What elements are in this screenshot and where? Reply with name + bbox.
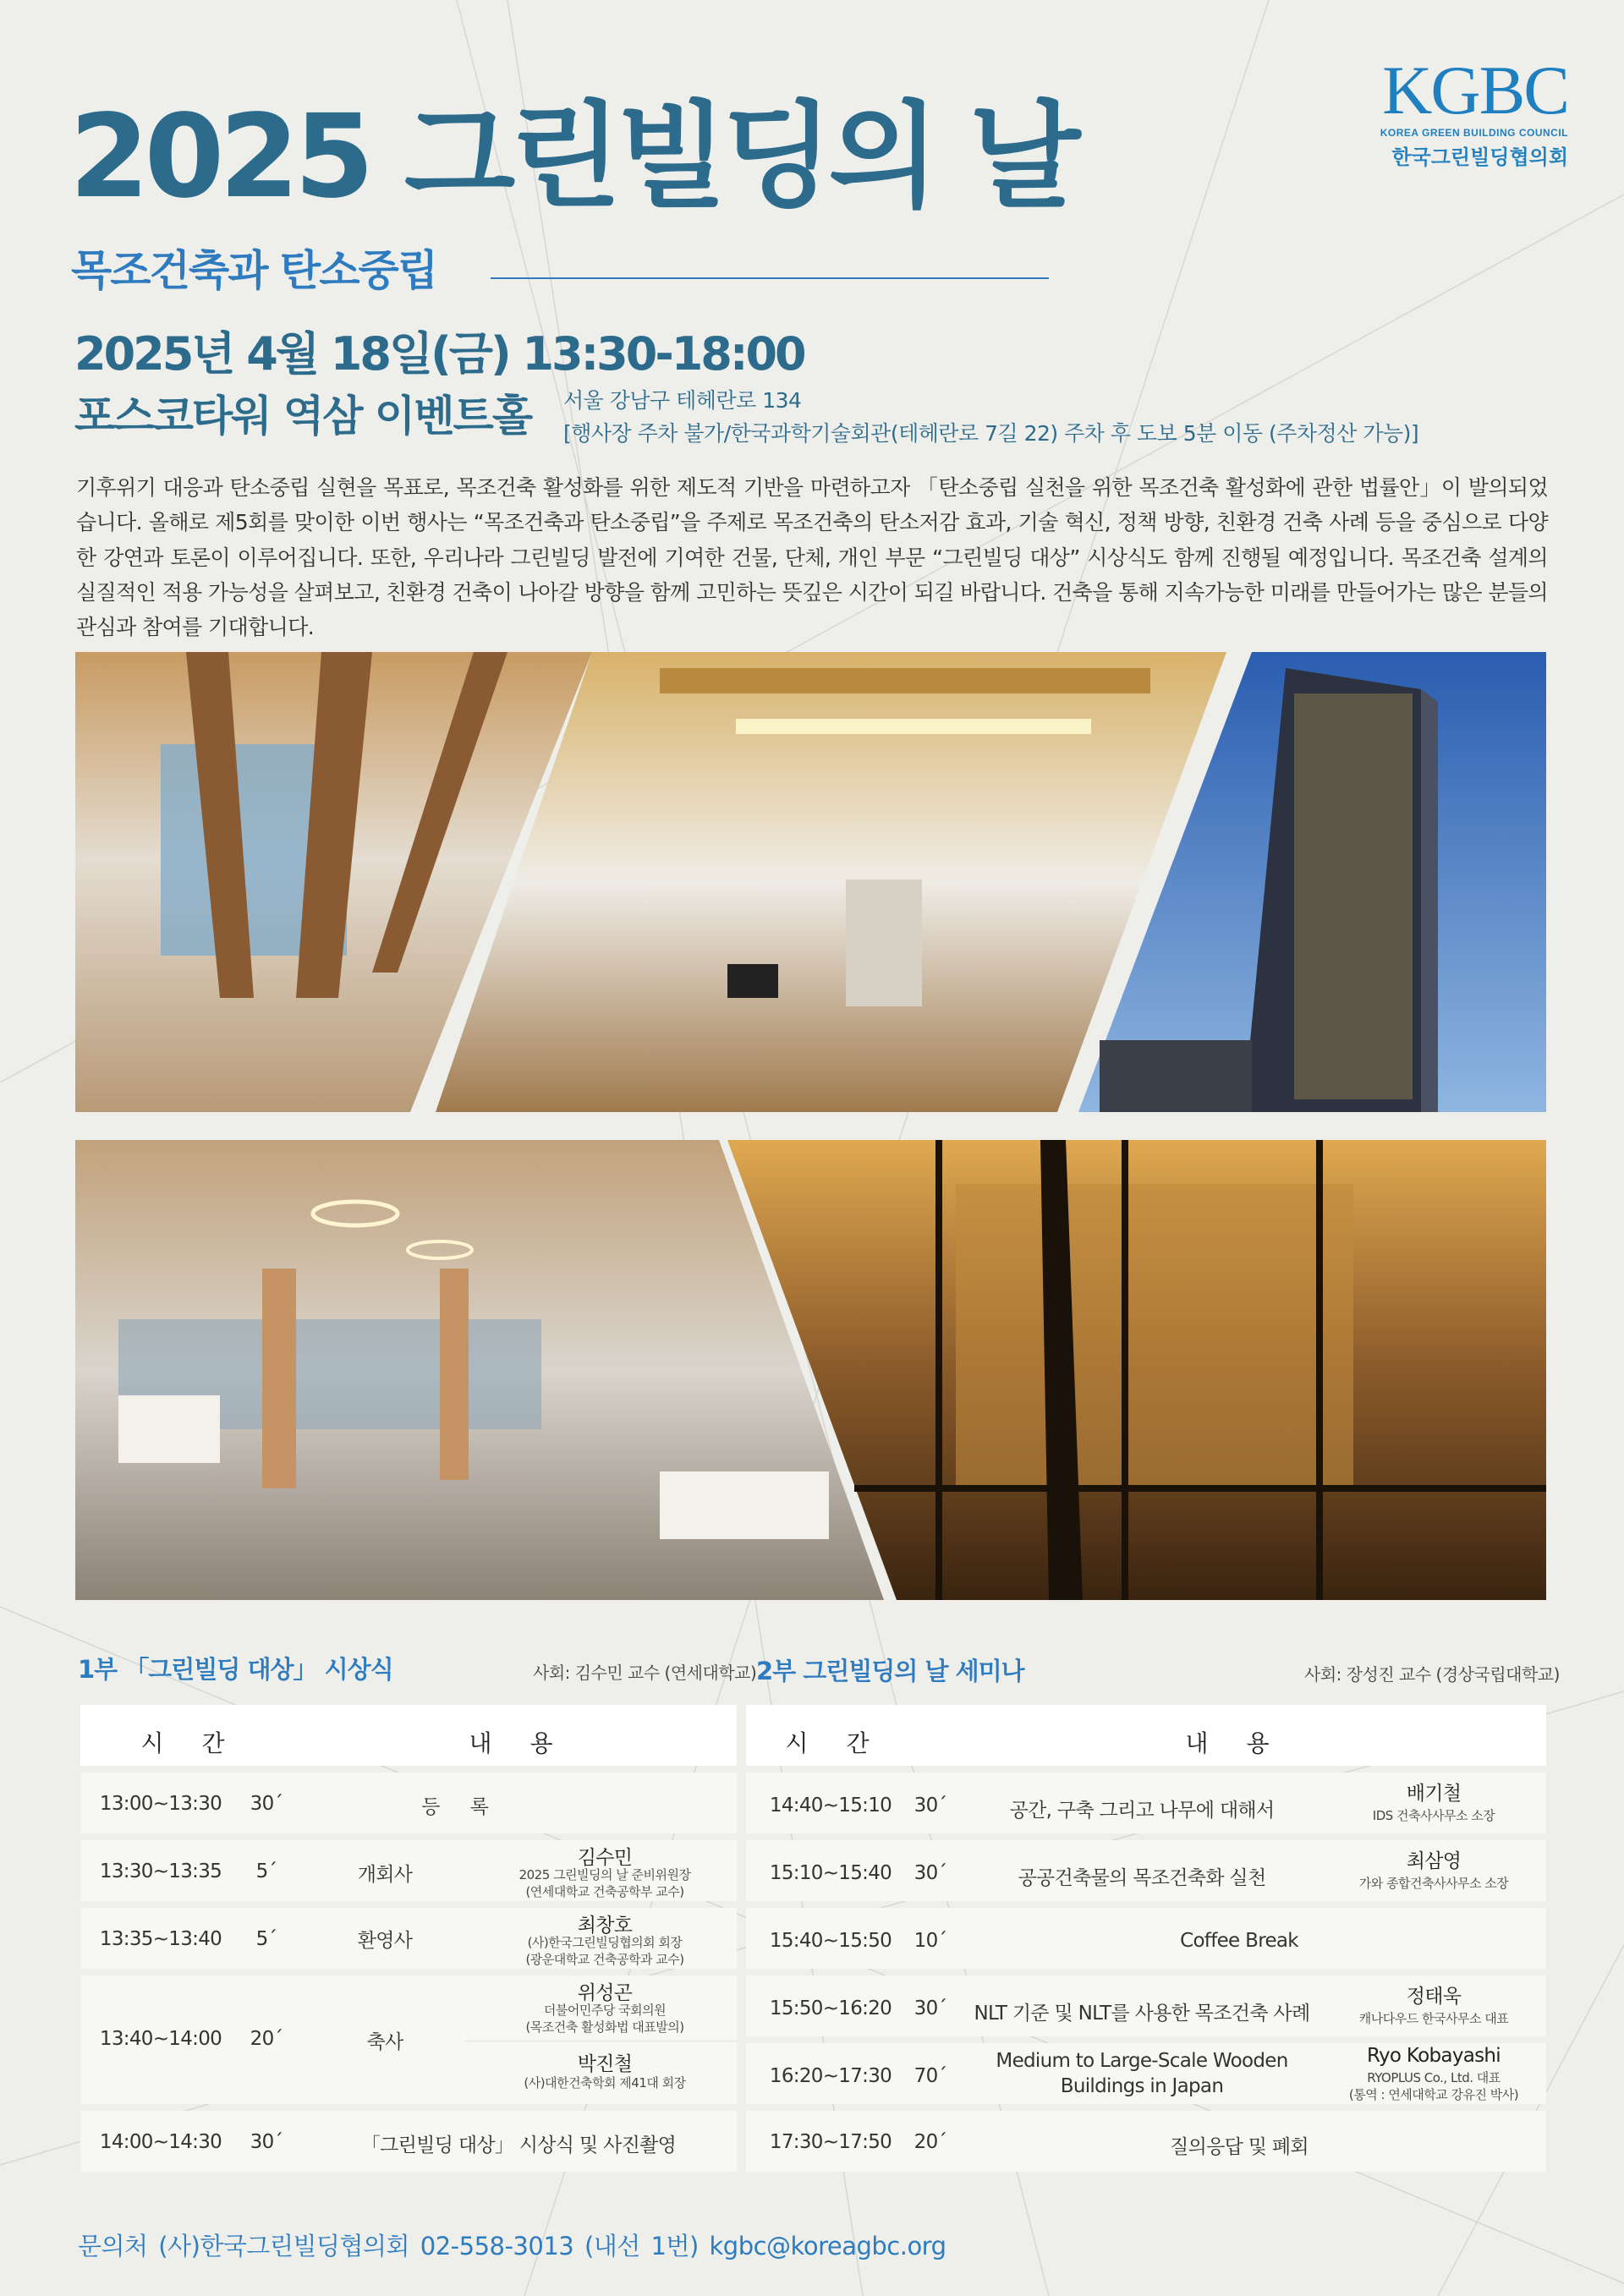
speaker-name: Ryo Kobayashi (1367, 2045, 1501, 2067)
row-duration: 30´ (914, 1997, 947, 2019)
row-time: 15:10~15:40 (769, 1862, 892, 1884)
row-time: 13:00~13:30 (99, 1793, 222, 1815)
logo-mark: KGBC (1382, 52, 1568, 129)
row-duration: 70´ (914, 2065, 947, 2087)
speaker-affiliation: (사)대한건축학회 제41대 회장 (524, 2075, 686, 2091)
part2-mc: 사회: 장성진 교수 (경상국립대학교) (1304, 1664, 1560, 1685)
part2-header-time: 시 간 (785, 1729, 885, 1757)
speaker-affiliation: 2025 그린빌딩의 날 준비위원장 (518, 1867, 691, 1882)
speaker-affiliation: 캐나다우드 한국사무소 대표 (1358, 2011, 1509, 2026)
row-duration: 20´ (914, 2131, 947, 2153)
part1-header-time: 시 간 (140, 1729, 240, 1757)
logo-english: KOREA GREEN BUILDING COUNCIL (1380, 127, 1568, 139)
speaker-name: 최창호 (577, 1915, 633, 1937)
row-time: 14:40~15:10 (769, 1795, 892, 1817)
speaker-affiliation: (사)한국그린빌딩협의회 회장 (527, 1935, 683, 1950)
part2-heading: 2부 그린빌딩의 날 세미나 (756, 1657, 1024, 1685)
speaker-name: 배기철 (1406, 1783, 1462, 1805)
part1-heading: 1부 「그린빌딩 대상」 시상식 (78, 1655, 393, 1684)
row-time: 13:30~13:35 (99, 1860, 222, 1882)
speaker-affiliation: 가와 종합건축사사무소 소장 (1358, 1876, 1509, 1891)
speaker-name: 김수민 (577, 1847, 633, 1869)
speaker-affiliation: (통역 : 연세대학교 강유진 박사) (1348, 2087, 1519, 2102)
speaker-affiliation: (광운대학교 건축공학과 교수) (525, 1952, 684, 1967)
speaker-affiliation: 더불어민주당 국회의원 (543, 2003, 667, 2018)
event-datetime: 2025년 4월 18일(금) 13:30-18:00 (74, 327, 804, 381)
speaker-affiliation: (목조건축 활성화법 대표발의) (525, 2019, 684, 2035)
event-description: 기후위기 대응과 탄소중립 실현을 목표로, 목조건축 활성화를 위한 제도적 기반을 마련하고자 「탄소중립 실천을 위한 목조건축 활성화에 관한 법률안」이 발의되었습니다. 올해로 제5회를 맞이한 이번 행사는 “목조건축과 탄소중립”을 주제로 목조건축의 탄소저감 효과, 기술 혁신, 정책 방향, 친환경 건축 사례 등을 중심으로 다양한 강연과 토론이 이루어집니다. 또한, 우리나라 그린빌딩 발전에 기여한 건물, 단체, 개인 부문 “그린빌딩 대상” 시상식도 함께 진행될 예정입니다. 목조건축 설계의 실질적인 적용 가능성을 살펴보고, 친환경 건축이 나아갈 방향을 함께 고민하는 뜻깊은 시간이 되길 바랍니다. 건축을 통해 지속가능한 미래를 만들어가는 많은 분들의 관심과 참여를 기대합니다. (76, 475, 1548, 639)
part1-mc: 사회: 김수민 교수 (연세대학교) (533, 1663, 757, 1683)
row-item: 공공건축물의 목조건축화 실천 (1018, 1867, 1266, 1889)
page-title: 2025 그린빌딩의 날 (69, 90, 1076, 224)
speaker-name: 최삼영 (1406, 1850, 1462, 1872)
row-time: 13:35~13:40 (99, 1928, 222, 1950)
row-duration: 30´ (914, 1862, 947, 1884)
row-duration: 20´ (250, 2028, 283, 2050)
speaker-affiliation: (연세대학교 건축공학부 교수) (525, 1884, 684, 1899)
row-item: 환영사 (357, 1930, 413, 1952)
parking-note: [행사장 주차 불가/한국과학기술회관(테헤란로 7길 22) 주차 후 도보 5분 이동 (주차정산 가능)] (563, 420, 1419, 446)
row-item: 축사 (366, 2031, 403, 2053)
speaker-affiliation: IDS 건축사사무소 소장 (1372, 1808, 1495, 1823)
row-item: 개회사 (357, 1864, 413, 1886)
page-subtitle: 목조건축과 탄소중립 (71, 246, 437, 295)
address-line: 서울 강남구 테헤란로 134 (563, 388, 802, 413)
part1-header-content: 내 용 (469, 1729, 568, 1757)
speaker-name: 정태욱 (1406, 1986, 1462, 2008)
row-time: 16:20~17:30 (769, 2065, 892, 2087)
row-time: 15:40~15:50 (769, 1930, 892, 1952)
row-time: 17:30~17:50 (769, 2131, 892, 2153)
row-item: 「그린빌딩 대상」 시상식 및 사진촬영 (360, 2134, 677, 2156)
row-item: 질의응답 및 폐회 (1170, 2136, 1309, 2158)
row-duration: 10´ (914, 1930, 947, 1952)
row-time: 14:00~14:30 (99, 2131, 222, 2153)
row-duration: 30´ (914, 1795, 947, 1817)
row-time: 13:40~14:00 (99, 2028, 222, 2050)
row-item: NLT 기준 및 NLT를 사용한 목조건축 사례 (974, 2003, 1310, 2025)
row-duration: 5´ (255, 1928, 277, 1950)
part2-header-content: 내 용 (1185, 1729, 1285, 1757)
speaker-name: 박진철 (577, 2053, 633, 2075)
row-time: 15:50~16:20 (769, 1997, 892, 2019)
row-divider (465, 2040, 737, 2042)
row-duration: 5´ (255, 1860, 277, 1882)
event-venue: 포스코타워 역삼 이벤트홀 (74, 392, 532, 441)
row-item: Medium to Large-Scale Wooden (996, 2050, 1288, 2072)
speaker-affiliation: RYOPLUS Co., Ltd. 대표 (1367, 2070, 1501, 2085)
speaker-name: 위성곤 (577, 1982, 633, 2004)
row-duration: 30´ (250, 1793, 283, 1815)
logo-korean: 한국그린빌딩협의회 (1391, 145, 1568, 169)
row-item: 공간, 구축 그리고 나무에 대해서 (1009, 1800, 1275, 1822)
row-item: Buildings in Japan (1060, 2075, 1224, 2097)
row-item: Coffee Break (1180, 1930, 1298, 1952)
contact-footer: 문의처 (사)한국그린빌딩협의회 02-558-3013 (내선 1번) kgbc@koreagbc.org (78, 2232, 946, 2260)
row-item: 등 록 (421, 1796, 501, 1818)
row-duration: 30´ (250, 2131, 283, 2153)
